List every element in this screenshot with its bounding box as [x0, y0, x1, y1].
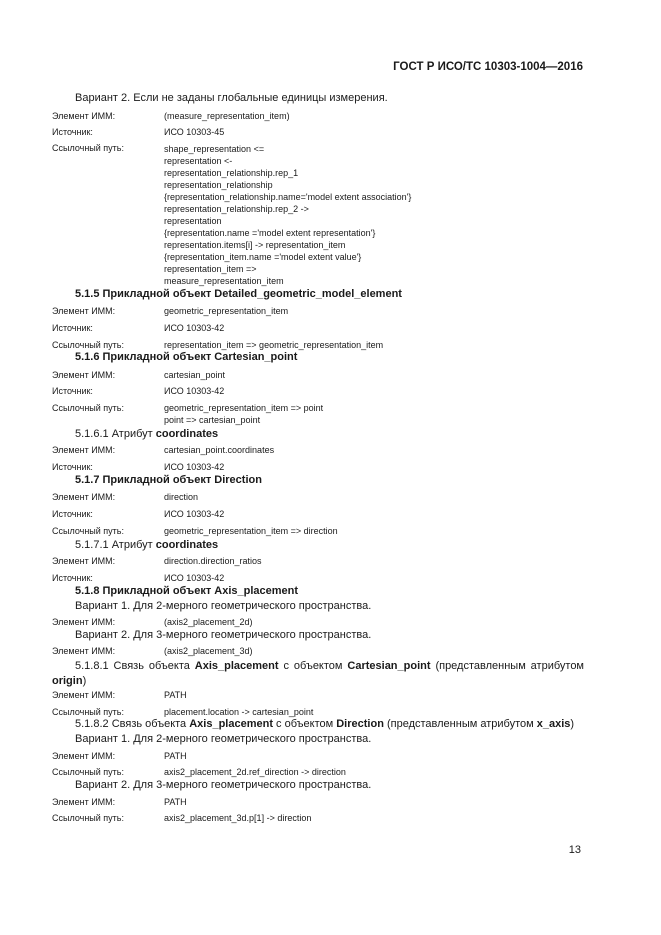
document-code: ГОСТ Р ИСО/ТС 10303-1004—2016 [393, 61, 583, 73]
element-label: Элемент ИММ: [52, 690, 116, 700]
section-heading: 5.1.6 Прикладной объект Cartesian_point [75, 351, 298, 363]
relationship-heading: 5.1.8.1 Связь объекта Axis_placement с объектом Cartesian_point (представленным атрибутом origin) [52, 660, 584, 687]
path-line: representation_relationship [164, 180, 273, 190]
variant-text: Вариант 2. Для 3-мерного геометрического пространства. [75, 629, 372, 641]
source-label: Источник: [52, 573, 93, 583]
relationship-heading: 5.1.8.2 Связь объекта Axis_placement с объектом Direction (представленным атрибутом x_axis) [75, 718, 575, 730]
variant-text: Вариант 1. Для 2-мерного геометрического пространства. [75, 600, 372, 612]
element-label: Элемент ИММ: [52, 751, 116, 761]
path-label: Ссылочный путь: [52, 143, 124, 153]
path-line: shape_representation <= [164, 144, 265, 154]
section-heading: 5.1.7 Прикладной объект Direction [75, 474, 262, 486]
attribute-heading: 5.1.7.1 Атрибут coordinates [75, 539, 219, 551]
element-value: direction [164, 492, 199, 502]
source-value: ИСО 10303-42 [164, 573, 225, 583]
source-value: ИСО 10303-42 [164, 323, 225, 333]
element-value: PATH [164, 751, 187, 761]
path-value: placement.location -> cartesian_point [164, 707, 314, 717]
path-label: Ссылочный путь: [52, 526, 124, 536]
element-label: Элемент ИММ: [52, 646, 116, 656]
path-line: representation_relationship.rep_2 -> [164, 204, 309, 214]
source-value: ИСО 10303-45 [164, 127, 225, 137]
source-label: Источник: [52, 127, 93, 137]
element-label: Элемент ИММ: [52, 370, 116, 380]
variant-text: Вариант 1. Для 2-мерного геометрического пространства. [75, 733, 372, 745]
element-value: cartesian_point.coordinates [164, 445, 275, 455]
path-line: representation [164, 216, 222, 226]
path-label: Ссылочный путь: [52, 813, 124, 823]
path-value: axis2_placement_2d.ref_direction -> direction [164, 767, 346, 777]
source-label: Источник: [52, 386, 93, 396]
path-value: axis2_placement_3d.p[1] -> direction [164, 813, 312, 823]
source-value: ИСО 10303-42 [164, 509, 225, 519]
element-value: (axis2_placement_3d) [164, 646, 253, 656]
source-value: ИСО 10303-42 [164, 462, 225, 472]
path-label: Ссылочный путь: [52, 340, 124, 350]
source-label: Источник: [52, 323, 93, 333]
element-value: (measure_representation_item) [164, 111, 290, 121]
element-value: PATH [164, 797, 187, 807]
source-value: ИСО 10303-42 [164, 386, 225, 396]
element-label: Элемент ИММ: [52, 556, 116, 566]
element-value: PATH [164, 690, 187, 700]
section-heading: 5.1.8 Прикладной объект Axis_placement [75, 585, 299, 597]
path-label: Ссылочный путь: [52, 767, 124, 777]
path-line: {representation_relationship.name='model extent association'} [164, 192, 412, 202]
reference-path-list [164, 143, 411, 287]
element-value: geometric_representation_item [164, 306, 289, 316]
path-label: Ссылочный путь: [52, 707, 124, 717]
variant-text: Вариант 2. Если не заданы глобальные единицы измерения. [75, 92, 388, 104]
path-line: measure_representation_item [164, 276, 284, 286]
element-value: (axis2_placement_2d) [164, 617, 253, 627]
path-line: representation.items[i] -> representation_item [164, 240, 346, 250]
element-label: Элемент ИММ: [52, 492, 116, 502]
path-label: Ссылочный путь: [52, 403, 124, 413]
path-line: representation_relationship.rep_1 [164, 168, 299, 178]
variant-text: Вариант 2. Для 3-мерного геометрического пространства. [75, 779, 372, 791]
path-value: representation_item => geometric_representation_item [164, 340, 384, 350]
element-label: Элемент ИММ: [52, 445, 116, 455]
attribute-heading: 5.1.6.1 Атрибут coordinates [75, 428, 219, 440]
element-label: Элемент ИММ: [52, 797, 116, 807]
path-value: geometric_representation_item => point [164, 403, 324, 413]
section-heading: 5.1.5 Прикладной объект Detailed_geometric_model_element [75, 288, 402, 300]
element-value: direction.direction_ratios [164, 556, 262, 566]
element-value: cartesian_point [164, 370, 226, 380]
path-value: point => cartesian_point [164, 415, 261, 425]
source-label: Источник: [52, 462, 93, 472]
path-line: {representation.name ='model extent representation'} [164, 228, 376, 238]
path-line: {representation_item.name ='model extent value'} [164, 252, 362, 262]
path-value: geometric_representation_item => direction [164, 526, 338, 536]
element-label: Элемент ИММ: [52, 111, 116, 121]
path-line: representation <- [164, 156, 233, 166]
element-label: Элемент ИММ: [52, 617, 116, 627]
page-number: 13 [568, 844, 581, 856]
source-label: Источник: [52, 509, 93, 519]
path-line: representation_item => [164, 264, 257, 274]
element-label: Элемент ИММ: [52, 306, 116, 316]
